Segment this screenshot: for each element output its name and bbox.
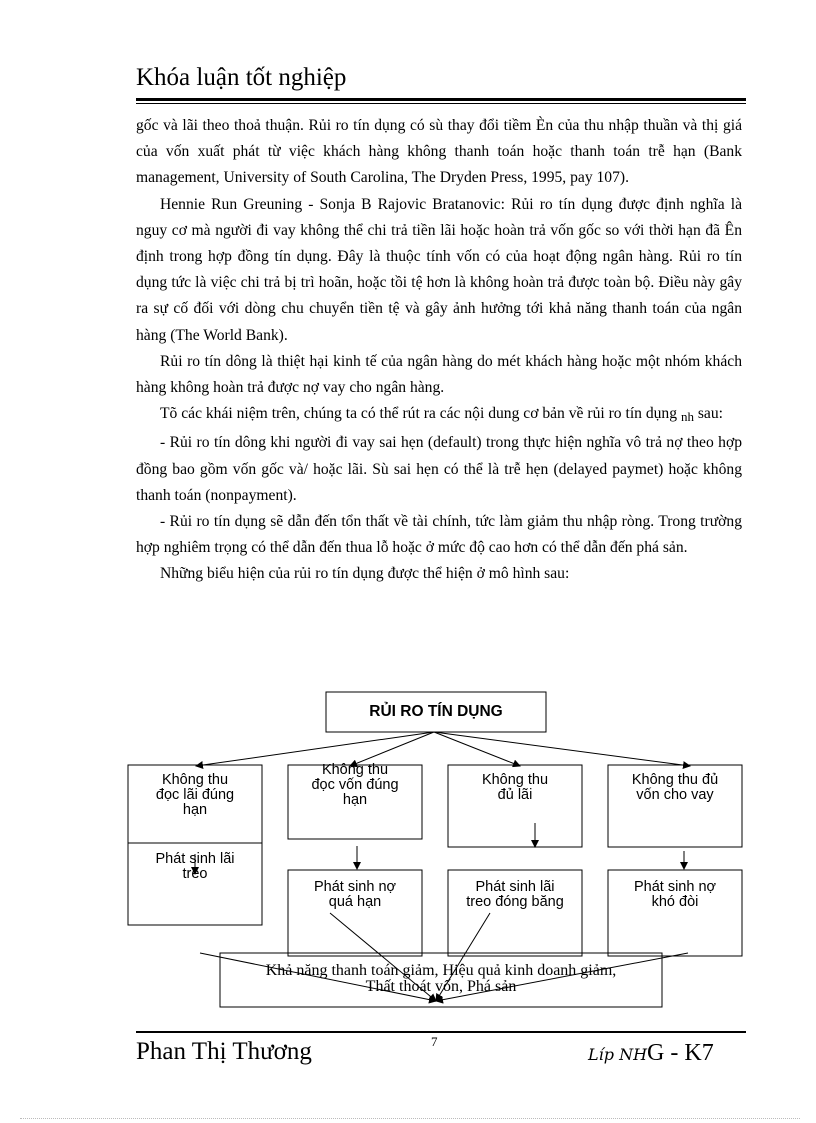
level2-2-line1: Phát sinh nợ: [313, 879, 397, 895]
level2-3-line2: treo đóng băng: [466, 894, 564, 910]
arrow-root-to-box-2: [350, 732, 434, 766]
paragraph-2: Hennie Run Greuning - Sonja B Rajovic Bratanovic: Rủi ro tín dụng được định nghĩa là nguy cơ mà người đi vay không thể chi trả tiền lãi hoặc hoàn trả vốn gốc so với thời hạn đã Ên định trong hợp đồng tín dụng. Đây là thuộc tính vốn có của hoạt động ngân hàng. Rủi ro tín dụng tức là việc chi trả bị trì hoãn, hoặc tồi tệ hơn là không hoàn trả được toàn bộ. Điều này gây ra sự cố đối với dòng chu chuyển tiền tệ và gây ảnh hưởng tới khả năng thanh toán của ngân hàng (The World Bank).: [136, 195, 742, 344]
footer-class-script: Líp NH: [588, 1045, 648, 1064]
level1-2-line2: đọc vốn đúng: [311, 777, 399, 793]
level1-2-line3: hạn: [342, 792, 368, 808]
level1-4-line1: Không thu đủ: [631, 772, 719, 788]
level1-3-line1: Không thu: [481, 772, 549, 788]
level2-4-line2: khó đòi: [651, 894, 699, 910]
arrow-root-to-box-4: [434, 732, 690, 766]
paragraph-6: - Rủi ro tín dụng sẽ dẫn đến tổn thất về tài chính, tức làm giảm thu nhập ròng. Trong trường hợp nghiêm trọng có thể dẫn đến thua lỗ hoặc ở mức độ cao hơn có thể dẫn đến phá sản.: [136, 513, 742, 557]
level1-1-line3: hạn: [182, 802, 208, 818]
level2-label-4: [608, 880, 742, 910]
level1-1-line2: đọc lãi đúng: [155, 787, 235, 803]
level2-label-2: [288, 880, 422, 910]
footer-author-name: Phan Thị Thương: [136, 1038, 312, 1065]
footer-class-code: G - K7: [647, 1040, 714, 1066]
level2-1-line2: treo: [182, 866, 208, 882]
level2-1-line1: Phát sinh lãi: [155, 851, 235, 867]
paragraph-4-subscript: nh: [680, 409, 694, 425]
footer-rule: [136, 1031, 746, 1033]
level2-2-line2: quá hạn: [328, 894, 382, 910]
paragraph-7: Những biểu hiện của rủi ro tín dụng được thể hiện ở mô hình sau:: [160, 565, 570, 583]
level1-label-3: [448, 773, 582, 803]
paragraph-4-main: Tõ các khái niệm trên, chúng ta có thể rút ra các nội dung cơ bản về rủi ro tín dụng: [160, 405, 678, 423]
level1-label-2: [288, 763, 422, 808]
level1-2-line1: Không thu: [321, 762, 389, 778]
arrow-root-to-box-3: [434, 732, 520, 766]
paragraph-3: Rủi ro tín dông là thiệt hại kinh tế của ngân hàng do mét khách hàng hoặc một nhóm khách hàng không hoàn trả được nợ vay cho ngân hàng.: [136, 352, 742, 397]
level2-label-3: [448, 880, 582, 910]
outcome-label: [220, 963, 662, 995]
level1-label-4: [608, 773, 742, 803]
page-number: 7: [431, 1034, 438, 1049]
level1-4-line2: vốn cho vay: [636, 787, 714, 803]
page-header-title: Khóa luận tốt nghiệp: [136, 64, 347, 91]
page-bottom-dotted-border: [20, 1118, 800, 1119]
level1-label-1: [128, 773, 262, 818]
paragraph-5: - Rủi ro tín dông khi người đi vay sai hẹn (default) trong thực hiện nghĩa vô trả nợ theo hợp đồng bao gồm vốn gốc và/ hoặc lãi. Sù sai hẹn có thể là trễ hẹn (delayed paymet) hoặc không thanh toán (nonpayment).: [136, 434, 742, 504]
paragraph-4-tail: sau:: [697, 405, 723, 423]
footer-class: [588, 1040, 714, 1067]
outcome-line1: Khả năng thanh toán giảm, Hiệu quả kinh doanh giảm,: [265, 962, 617, 979]
level2-3-line1: Phát sinh lãi: [475, 879, 555, 895]
root-label: RỦI RO TÍN DỤNG: [369, 703, 503, 720]
arrow-root-to-box-1: [196, 732, 434, 766]
level2-4-line1: Phát sinh nợ: [633, 879, 717, 895]
paragraph-1: gốc và lãi theo thoả thuận. Rủi ro tín dụng có sù thay đổi tiềm Èn của thu nhập thuần và thị giá của vốn xuất phát từ việc khách hàng không thanh toán hoặc thanh toán trễ hạn (Bank management, University of South Carolina, The Dryden Press, 1995, pay 107).: [136, 117, 742, 187]
level1-1-line1: Không thu: [161, 772, 229, 788]
level1-3-line2: đủ lãi: [497, 787, 533, 803]
level2-label-1: [128, 852, 262, 882]
outcome-line2: Thất thoát vốn, Phá sản: [365, 978, 517, 995]
